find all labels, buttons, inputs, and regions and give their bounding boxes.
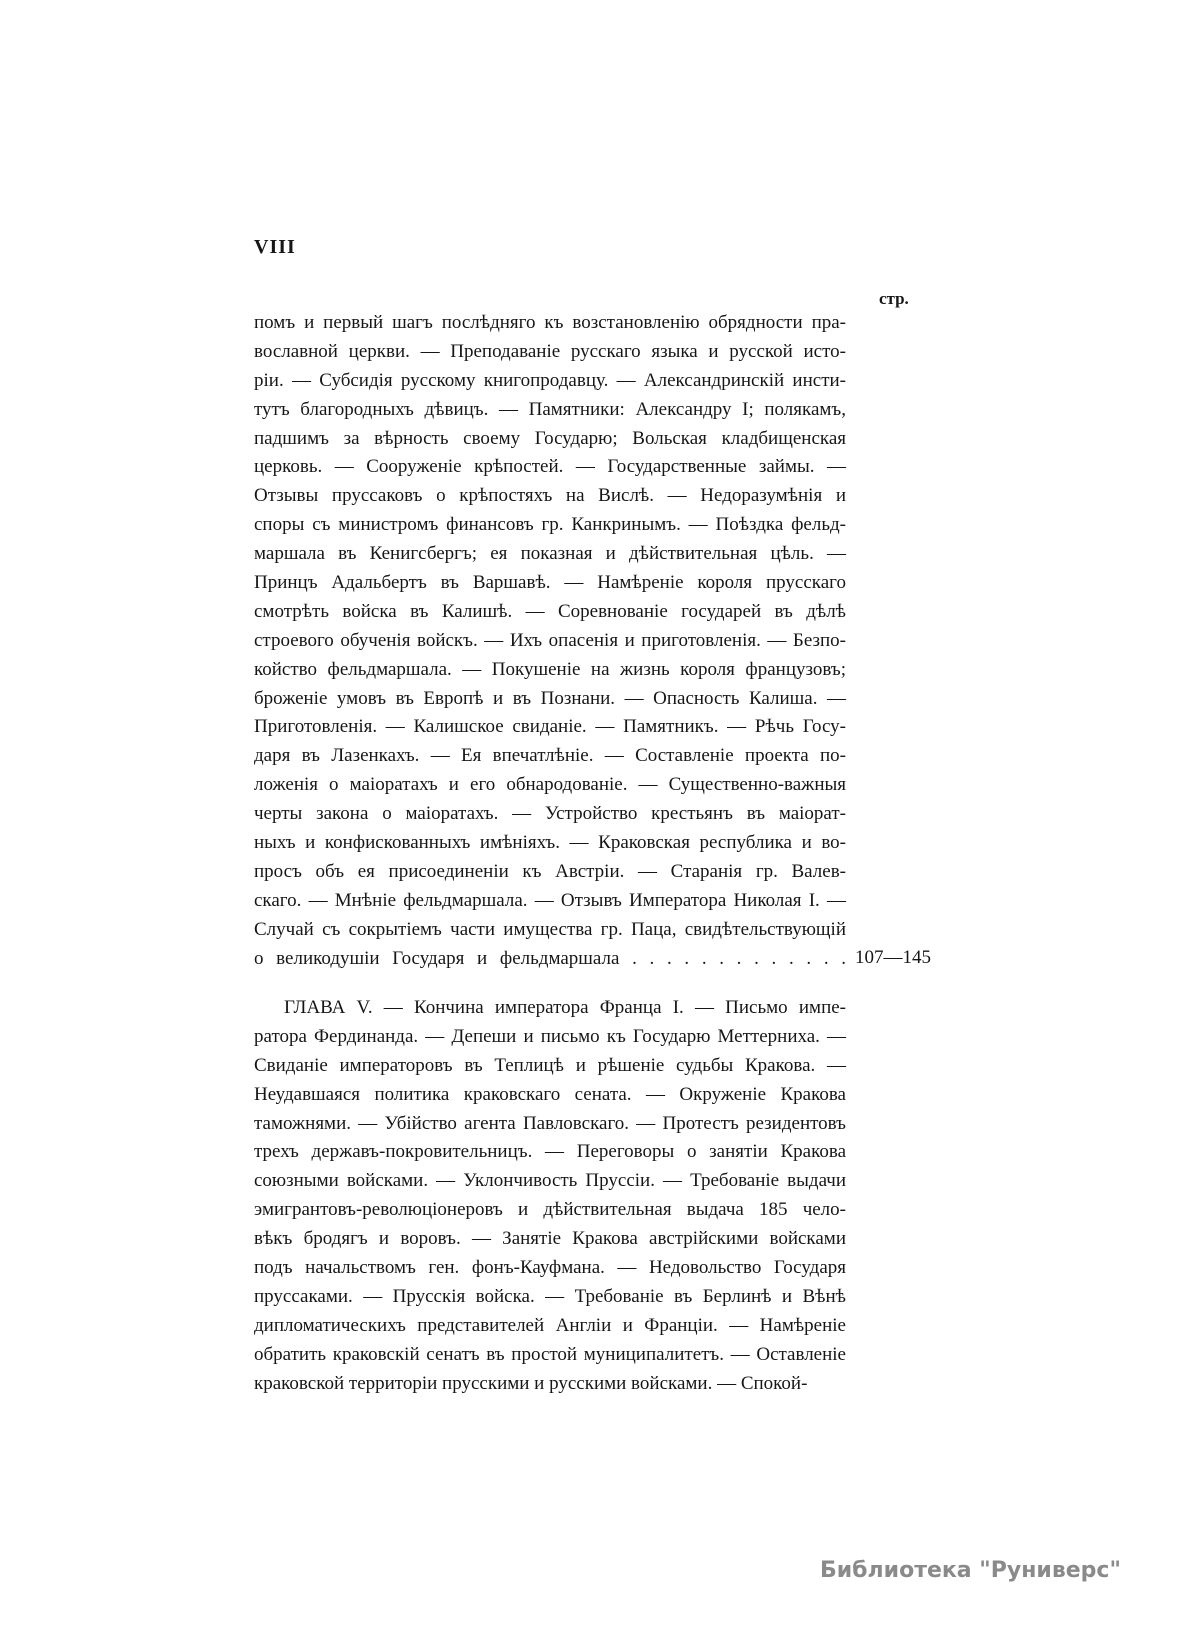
toc-entry-chapter-v [254,994,846,1398]
text-line: ріи. — Субсидія русскому книгопродавцу. — Александринскій инсти- [254,369,846,391]
text-line: ратора Фердинанда. — Депеши и письмо къ Государю Меттерниха. — [254,1025,846,1047]
text-line: Свиданіе императоровъ въ Теплицѣ и рѣшеніе судьбы Кракова. — [254,1054,846,1076]
text-line: Принцъ Адальбертъ въ Варшавѣ. — Намѣреніе короля прусскаго [254,572,846,594]
text-line: Неудавшаяся политика краковскаго сената. — Окруженіе Кракова [254,1083,846,1105]
text-line: смотрѣть войска въ Калишѣ. — Соревнованіе государей въ дѣлѣ [254,600,846,622]
text-line: союзными войсками. — Уклончивость Пруссіи. — Требованіе выдачи [254,1170,846,1192]
text-line: обратить краковскій сенатъ въ простой муниципалитетъ. — Оставленіе [254,1343,846,1365]
text-line: помъ и первый шагъ послѣдняго къ возстановленію обрядности пра- [254,312,846,333]
text-line: Отзывы пруссаковъ о крѣпостяхъ на Вислѣ. — Недоразумѣнія и [254,485,846,507]
text-line: просъ объ ея присоединеніи къ Австріи. — Старанія гр. Валев- [254,860,846,882]
text-line: таможнями. — Убійство агента Павловскаго. — Протестъ резидентовъ [254,1112,846,1134]
text-line: черты закона о маіоратахъ. — Устройство крестьянъ въ маіорат- [254,803,846,825]
text-line: церковь. — Сооруженіе крѣпостей. — Государственные займы. — [254,456,846,478]
text-line: Приготовленія. — Калишское свиданіе. — Памятникъ. — Рѣчь Госу- [254,716,846,738]
text-line-with-leaders: о великодушіи Государя и фельдмаршала . . . . . . . . . . . . . [254,947,846,969]
text-line: эмигрантовъ-революціонеровъ и дѣйствительная выдача 185 чело- [254,1199,846,1221]
text-line: тутъ благородныхъ дѣвицъ. — Памятники: Александру I; полякамъ, [254,398,846,420]
text-line: краковской территоріи прусскими и русскими войсками. — Спокой- [254,1372,808,1394]
chapter-heading-line: ГЛАВА V. — Кончина императора Франца I. — Письмо импе- [284,997,846,1018]
text-line: маршала въ Кенигсбергъ; ея показная и дѣйствительная цѣль. — [254,543,846,565]
text-line: скаго. — Мнѣніе фельдмаршала. — Отзывъ Императора Николая I. — [254,889,846,911]
page-range: 107—145 [855,947,931,968]
library-watermark: Библиотека "Руниверс" [820,1558,1121,1583]
toc-entry-continued [254,309,846,973]
text-line: дипломатическихъ представителей Англіи и Франціи. — Намѣреніе [254,1314,846,1336]
text-line: споры съ министромъ финансовъ гр. Канкринымъ. — Поѣздка фельд- [254,514,846,536]
text-line: ложенія о маіоратахъ и его обнародованіе. — Существенно-важныя [254,774,846,796]
text-line: падшимъ за вѣрность своему Государю; Вольская кладбищенская [254,427,846,449]
page-number: VIII [254,236,296,258]
text-line: броженіе умовъ въ Европѣ и въ Познани. — Опасность Калиша. — [254,687,846,709]
page-column-heading: стр. [879,289,909,308]
text-line: койство фельдмаршала. — Покушеніе на жизнь короля французовъ; [254,658,846,680]
text-line: Случай съ сокрытіемъ части имущества гр. Паца, свидѣтельствующій [254,918,846,940]
text-line: подъ начальствомъ ген. фонъ-Кауфмана. — Недовольство Государя [254,1257,846,1279]
text-line: вославной церкви. — Преподаваніе русскаго языка и русской исто- [254,340,846,362]
text-line: строевого обученія войскъ. — Ихъ опасенія и приготовленія. — Безпо- [254,629,846,651]
text-line: вѣкъ бродягъ и воровъ. — Занятіе Кракова австрійскими войсками [254,1228,846,1250]
text-line: пруссаками. — Прусскія войска. — Требованіе въ Берлинѣ и Вѣнѣ [254,1285,846,1307]
text-line: трехъ державъ-покровительницъ. — Переговоры о занятіи Кракова [254,1141,846,1163]
text-line: ныхъ и конфискованныхъ имѣніяхъ. — Краковская республика и во- [254,832,846,854]
text-line: даря въ Лазенкахъ. — Ея впечатлѣніе. — Составленіе проекта по- [254,745,846,767]
